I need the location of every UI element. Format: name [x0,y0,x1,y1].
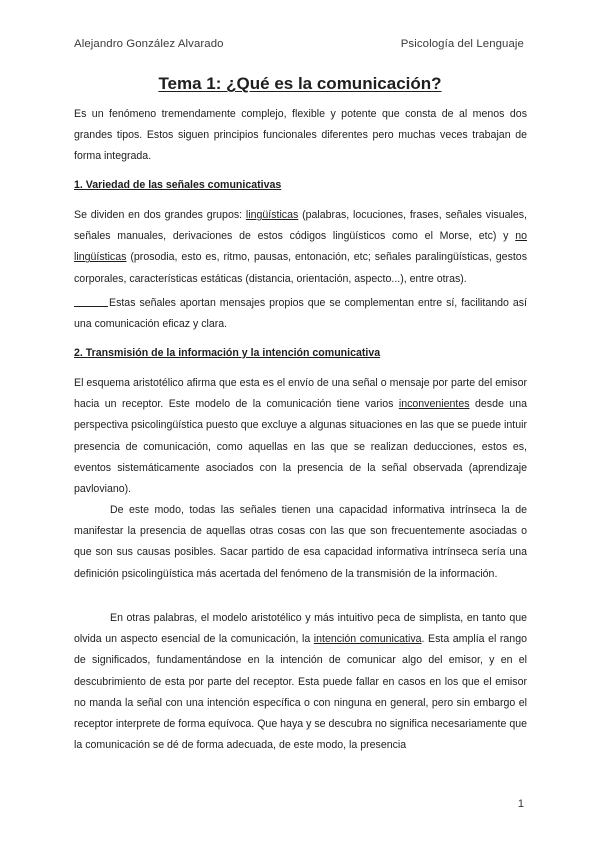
header-author: Alejandro González Alvarado [74,38,224,50]
section-1-paragraph-1 [74,205,527,290]
text-span: Estas señales aportan mensajes propios que se complementan entre sí, facilitando así una comunicación eficaz y clara. [74,297,527,331]
term-linguisticas: lingüísticas [245,209,299,221]
section-1-paragraph-2 [74,293,527,335]
text-span: Se dividen en dos grandes grupos: [74,209,246,221]
page-number: 1 [517,798,524,810]
blank-line [74,295,108,307]
section-1-heading: 1. Variedad de las señales comunicativas [74,179,282,191]
term-inconvenientes: inconvenientes [398,398,470,411]
header-course: Psicología del Lenguaje [400,38,524,50]
section-2-paragraph-1 [74,373,527,500]
page-title: Tema 1: ¿Qué es la comunicación? [158,74,442,93]
section-2-paragraph-2 [74,500,527,585]
term-intencion-comunicativa: intención comunicativa [313,633,422,646]
text-span: desde una perspectiva psicolingüística puesto que excluye a algunas situaciones en las que se puede intuir presencia de comunicación, como aquellas en las que se realizan deducciones, estos es, eventos sistemáticamente asociados con la presencia de la señal observada (aprendizaje pavloviano). [74,398,527,496]
text-span: (prosodia, esto es, ritmo, pausas, entonación, etc; señales paralingüísticas, gestos corporales, características estáticas (distancia, orientación, aspecto...), entre otras). [74,251,527,285]
text-span: De este modo, todas las señales tienen una capacidad informativa intrínseca la de manifestar la presencia de aquellas otras cosas con las que son frecuentemente asociadas o que son sus causas posibles. Sacar partido de esa capacidad informativa intrínseca sería una definición psicolingüística más acertada del fenómeno de la transmisión de la información. [74,504,527,580]
text-span: El esquema aristotélico afirma que esta es el envío de una señal o mensaje por parte del emisor hacia un receptor. Este modelo de la comunicación tiene varios [74,377,527,411]
intro-text: Es un fenómeno tremendamente complejo, flexible y potente que consta de al menos dos grandes tipos. Estos siguen principios funcionales diferentes pero muchas veces trabajan de forma integrada. [74,108,527,163]
term-no-linguisticas: no lingüísticas [74,230,527,264]
text-span: (palabras, locuciones, frases, señales visuales, señales manuales, derivaciones de estos códigos lingüísticos como el Morse, etc) y [74,209,527,243]
text-span: . Esta amplía el rango de significados, fundamentándose en la intención de comunicar algo del emisor, y en el descubrimiento de esta por parte del receptor. Esta puede fallar en casos en los que el emisor no manda la señal con una intención específica o con ninguna en general, pero sin embargo el receptor interprete de forma equívoca. Que haya y se descubra no significa necesariamente que la comunicación se dé de forma adecuada, de este modo, la presencia [74,633,527,752]
section-2-heading: 2. Transmisión de la información y la intención comunicativa [74,347,381,359]
intro-paragraph [74,104,527,168]
text-span: En otras palabras, el modelo aristotélico y más intuitivo peca de simplista, en tanto que olvida un aspecto esencial de la comunicación, la [74,612,527,646]
section-2-paragraph-3 [74,608,527,756]
